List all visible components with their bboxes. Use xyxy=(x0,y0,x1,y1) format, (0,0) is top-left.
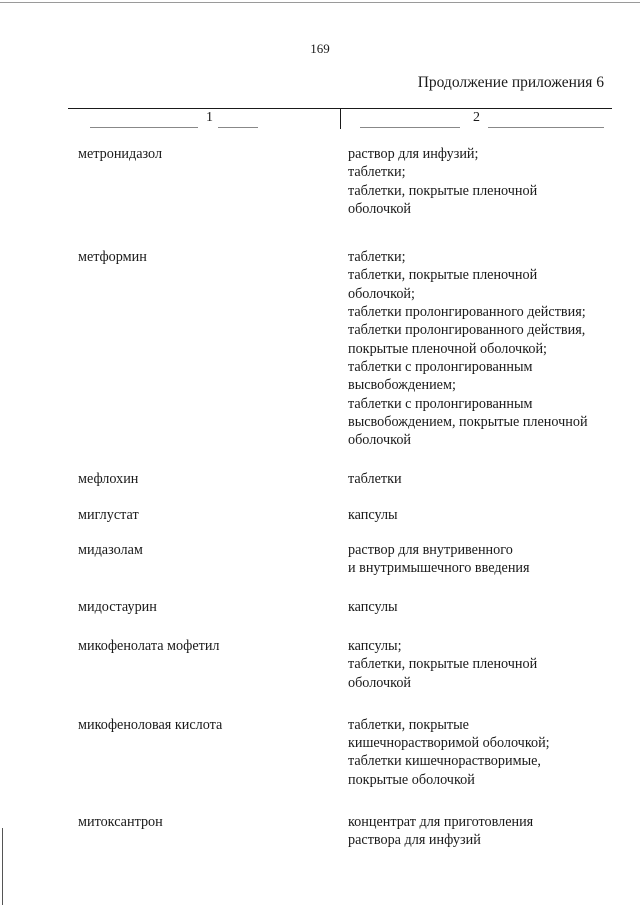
dosage-form-line: таблетки, покрытые пленочной xyxy=(348,182,538,199)
continuation-title: Продолжение приложения 6 xyxy=(417,74,604,91)
dosage-form-line: таблетки, покрытые xyxy=(348,716,469,733)
dosage-form-line: оболочкой xyxy=(348,674,412,691)
header-underline xyxy=(360,127,460,128)
drug-name: микофенолата мофетил xyxy=(78,637,220,654)
dosage-form-line: высвобождением; xyxy=(348,377,456,394)
dosage-form-line: кишечнорастворимой оболочкой; xyxy=(348,735,550,752)
drug-table-body xyxy=(78,145,618,850)
dosage-forms xyxy=(348,716,618,789)
dosage-form-line: оболочкой xyxy=(348,432,412,449)
table-row xyxy=(78,470,618,488)
dosage-form-line: таблетки; xyxy=(348,164,406,181)
dosage-form-line: покрытые пленочной оболочкой; xyxy=(348,340,547,357)
dosage-forms xyxy=(348,541,618,578)
table-header xyxy=(68,108,612,129)
table-row xyxy=(78,637,618,692)
column-1-header: 1 xyxy=(206,110,213,125)
dosage-forms xyxy=(348,598,618,616)
column-divider xyxy=(340,109,341,129)
table-row xyxy=(78,248,618,449)
dosage-form-line: покрытые оболочкой xyxy=(348,771,475,788)
dosage-form-line: концентрат для приготовления xyxy=(348,814,534,831)
table-row xyxy=(78,145,618,218)
dosage-form-line: таблетки, покрытые пленочной xyxy=(348,267,538,284)
dosage-form-line: капсулы xyxy=(348,598,398,615)
dosage-form-line: оболочкой; xyxy=(348,285,415,302)
dosage-form-line: капсулы xyxy=(348,506,398,523)
header-underline xyxy=(218,127,258,128)
dosage-form-line: оболочкой xyxy=(348,200,412,217)
dosage-form-line: таблетки кишечнорастворимые, xyxy=(348,753,541,770)
header-underline xyxy=(90,127,198,128)
table-row xyxy=(78,506,618,524)
dosage-forms xyxy=(348,145,618,218)
drug-name: мидазолам xyxy=(78,542,143,559)
table-row xyxy=(78,598,618,616)
dosage-forms xyxy=(348,637,618,692)
table-row xyxy=(78,813,618,850)
dosage-form-line: капсулы; xyxy=(348,637,402,654)
drug-name: мефлохин xyxy=(78,471,139,488)
dosage-form-line: и внутримышечного введения xyxy=(348,560,530,577)
dosage-form-line: таблетки с пролонгированным xyxy=(348,395,533,412)
dosage-form-line: таблетки, покрытые пленочной xyxy=(348,656,538,673)
drug-name: метформин xyxy=(78,249,147,266)
dosage-forms xyxy=(348,248,618,449)
dosage-form-line: таблетки xyxy=(348,471,402,488)
dosage-forms xyxy=(348,813,618,850)
drug-name: митоксантрон xyxy=(78,814,163,831)
dosage-form-line: раствора для инфузий xyxy=(348,832,481,849)
dosage-form-line: высвобождением, покрытые пленочной xyxy=(348,413,588,430)
drug-name: метронидазол xyxy=(78,146,163,162)
dosage-form-line: таблетки; xyxy=(348,249,406,266)
header-underline xyxy=(488,127,604,128)
column-2-header: 2 xyxy=(473,110,480,125)
dosage-form-line: таблетки с пролонгированным xyxy=(348,358,533,375)
dosage-form-line: раствор для инфузий; xyxy=(348,146,479,162)
scan-left-edge xyxy=(2,828,3,905)
table-row xyxy=(78,716,618,789)
drug-name: микофеноловая кислота xyxy=(78,716,223,733)
table-row xyxy=(78,541,618,578)
drug-name: мидостаурин xyxy=(78,598,157,615)
dosage-form-line: раствор для внутривенного xyxy=(348,542,513,559)
scan-top-edge xyxy=(0,2,640,3)
dosage-forms xyxy=(348,470,618,488)
dosage-forms xyxy=(348,506,618,524)
page-number: 169 xyxy=(310,41,330,56)
drug-name: миглустат xyxy=(78,506,139,523)
dosage-form-line: таблетки пролонгированного действия, xyxy=(348,322,586,339)
dosage-form-line: таблетки пролонгированного действия; xyxy=(348,304,586,321)
